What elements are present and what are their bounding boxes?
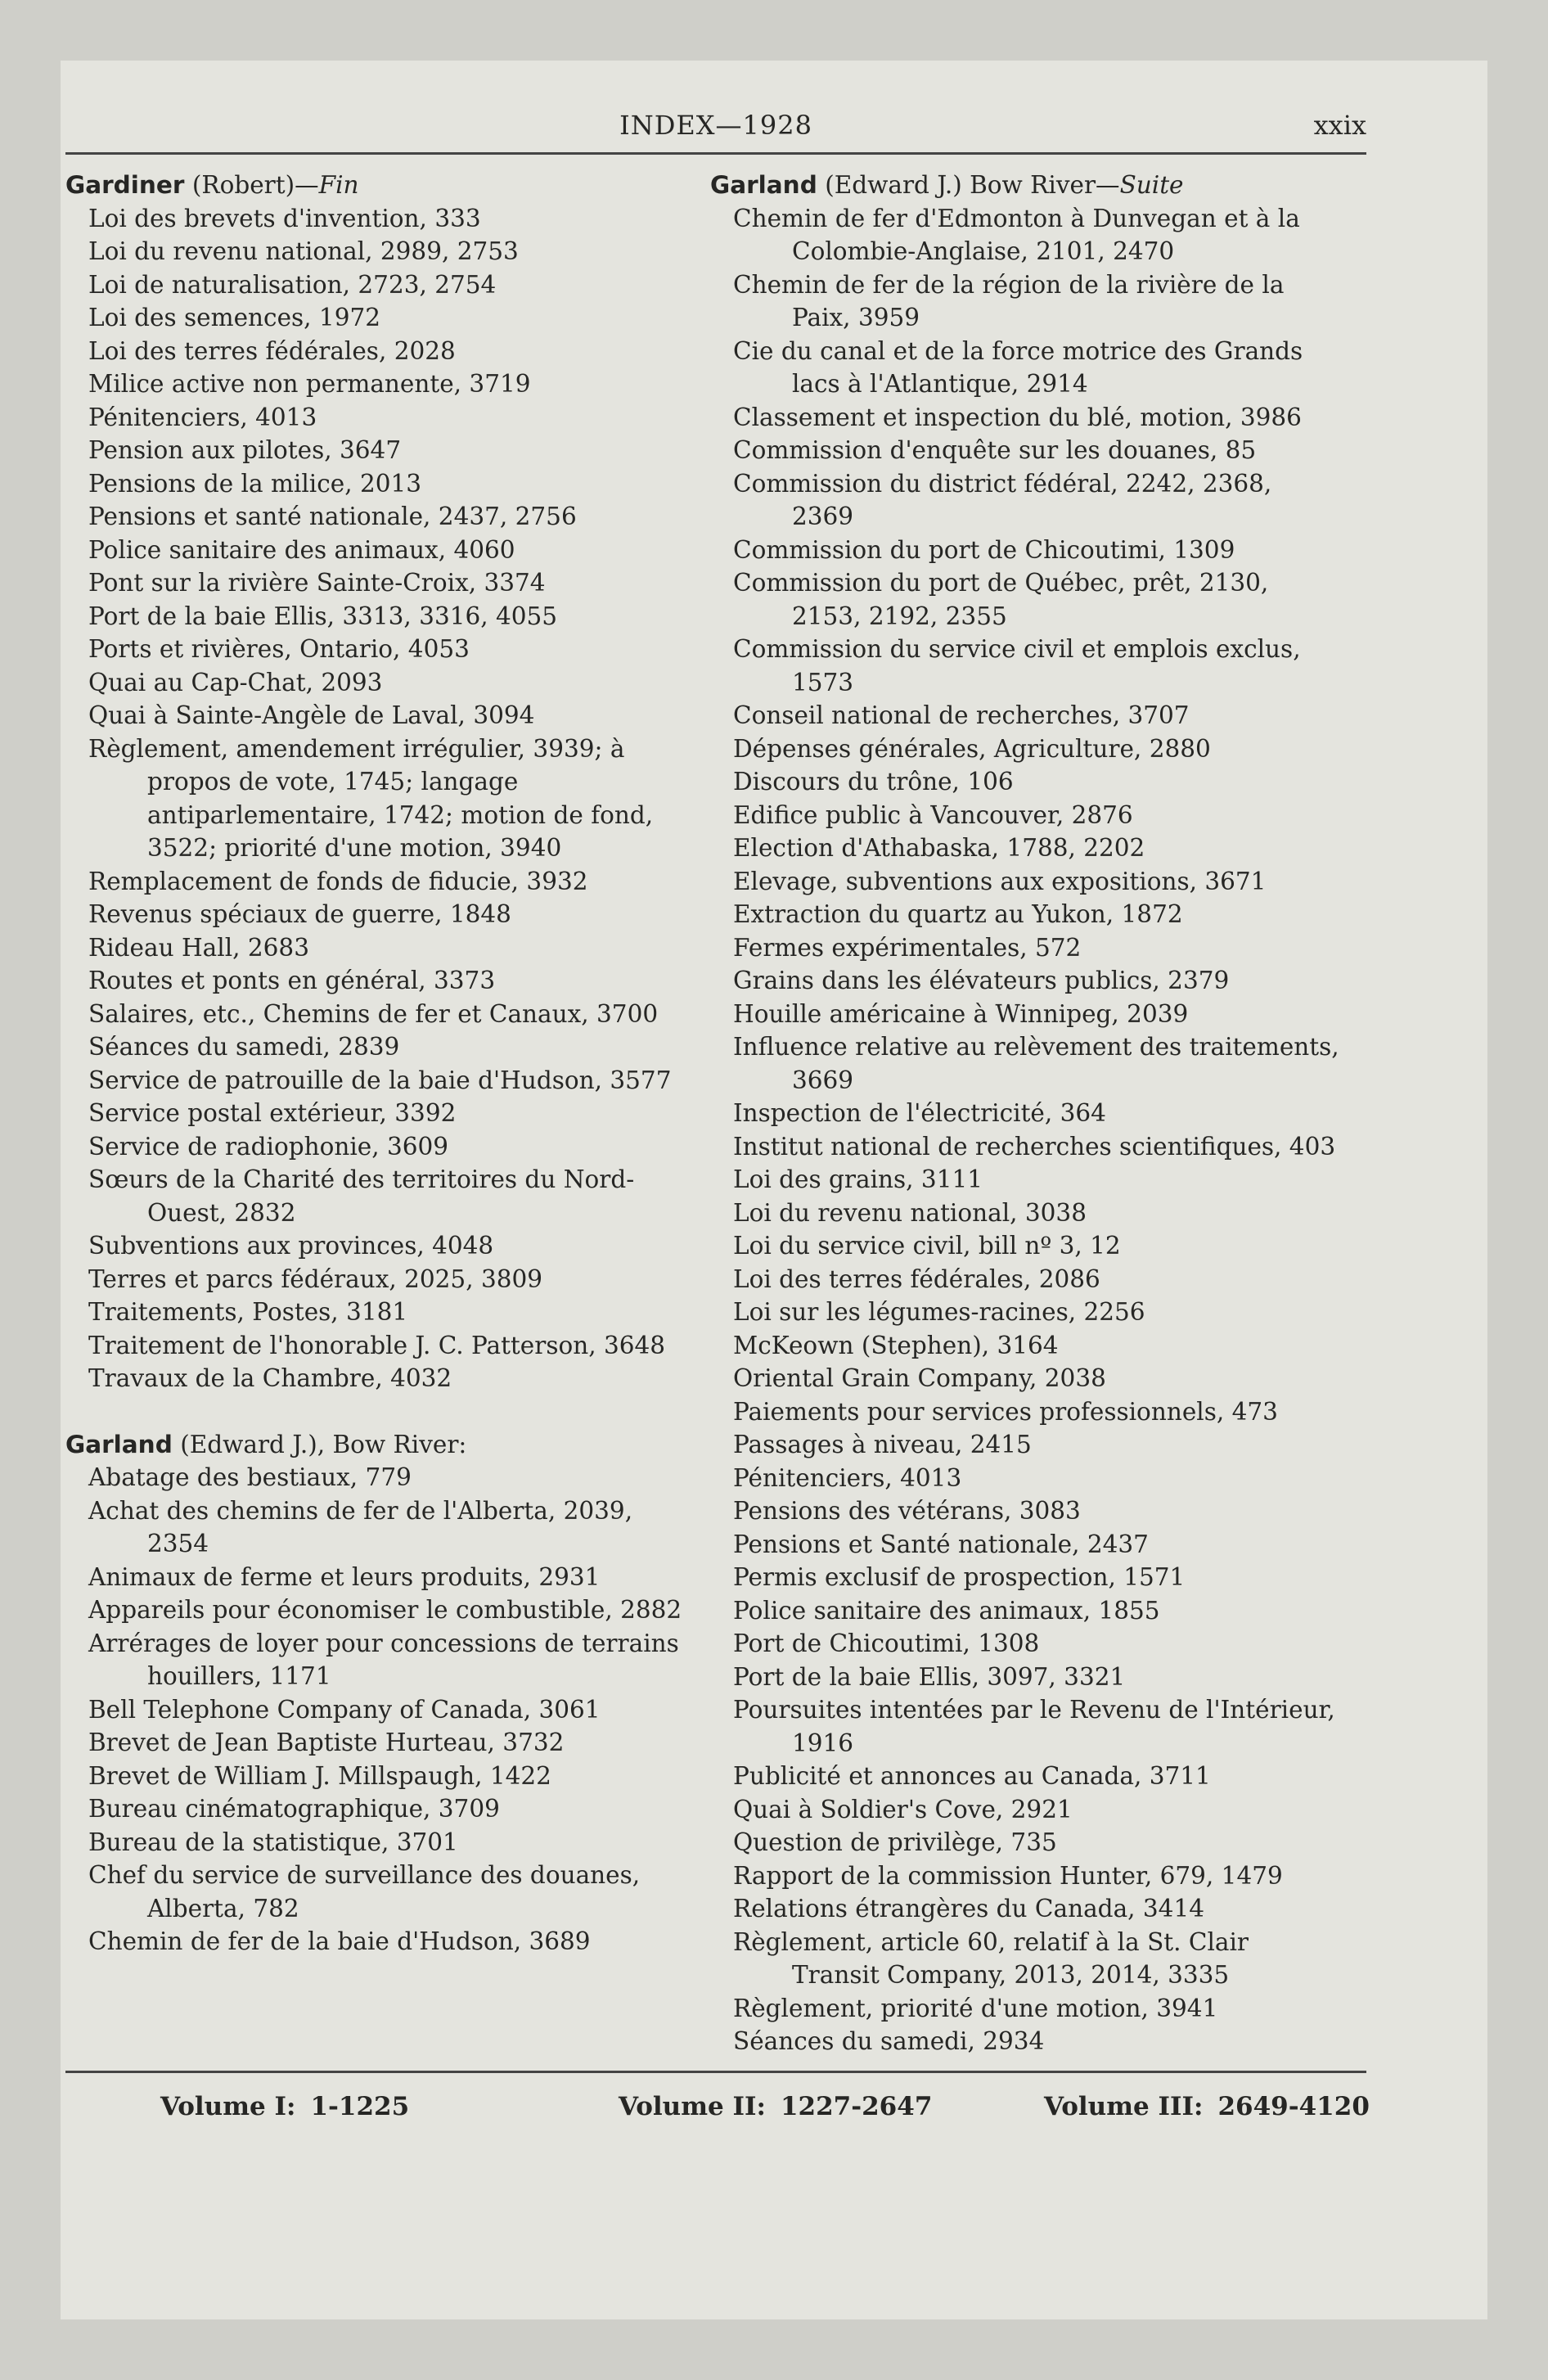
index-entry: Rideau Hall, 2683 (88, 933, 309, 962)
index-entry: Revenus spéciaux de guerre, 1848 (88, 900, 511, 928)
index-entry: Bureau cinématographique, 3709 (88, 1795, 500, 1823)
index-entry: Ports et rivières, Ontario, 4053 (88, 635, 470, 663)
index-entry: Commission du port de Chicoutimi, 1309 (733, 535, 1235, 564)
index-entry: Commission du port de Québec, prêt, 2130, 2153, 2192, 2355 (733, 569, 1269, 630)
index-column-left (65, 169, 695, 1959)
index-entry: Rapport de la commission Hunter, 679, 1479 (733, 1861, 1283, 1890)
index-entry: Commission du service civil et emplois exclus, 1573 (733, 635, 1301, 696)
index-entry: Pont sur la rivière Sainte-Croix, 3374 (88, 569, 546, 597)
index-entry: Question de privilège, 735 (733, 1828, 1057, 1856)
index-entry: Séances du samedi, 2934 (733, 2027, 1045, 2055)
index-entry: Chemin de fer de la baie d'Hudson, 3689 (88, 1927, 591, 1955)
index-entry: Commission d'enquête sur les douanes, 85 (733, 436, 1257, 464)
index-entry: Subventions aux provinces, 4048 (88, 1232, 494, 1260)
index-entry: Chemin de fer d'Edmonton à Dunvegan et à la Colombie-Anglaise, 2101, 2470 (733, 204, 1300, 265)
index-entry: Dépenses générales, Agriculture, 2880 (733, 734, 1211, 763)
index-entry: McKeown (Stephen), 3164 (733, 1331, 1059, 1359)
heading-detail: (Robert)— (184, 171, 319, 199)
index-entry: Quai à Soldier's Cove, 2921 (733, 1795, 1073, 1823)
index-entry: Influence relative au relèvement des traitements, 3669 (733, 1033, 1339, 1094)
volume-1 (160, 2092, 409, 2121)
index-entry: Animaux de ferme et leurs produits, 2931 (88, 1562, 601, 1591)
index-column-right (710, 169, 1340, 2058)
volume-2-range: 1227-2647 (780, 2092, 933, 2121)
index-entry: Institut national de recherches scientifiques, 403 (733, 1132, 1336, 1161)
index-entry: Cie du canal et de la force motrice des Grands lacs à l'Atlantique, 2914 (733, 336, 1303, 398)
index-entry: Service de radiophonie, 3609 (88, 1132, 449, 1161)
heading-suffix: Fin (318, 171, 359, 199)
page-header (65, 100, 1366, 149)
volume-2 (619, 2092, 932, 2121)
index-entry: Service de patrouille de la baie d'Hudson, 3577 (88, 1066, 672, 1094)
heading-name: Garland (65, 1430, 173, 1458)
page-number: xxix (1313, 110, 1366, 141)
index-entry: Port de la baie Ellis, 3313, 3316, 4055 (88, 602, 558, 630)
index-entry: Oriental Grain Company, 2038 (733, 1364, 1106, 1392)
index-entry: Loi des terres fédérales, 2028 (88, 336, 456, 365)
volume-3-range: 2649-4120 (1217, 2092, 1370, 2121)
index-entry: Bell Telephone Company of Canada, 3061 (88, 1695, 601, 1724)
volume-3 (1044, 2092, 1370, 2121)
volume-3-label: Volume III: (1044, 2092, 1204, 2121)
index-entry: Abatage des bestiaux, 779 (88, 1463, 412, 1491)
index-entry: Remplacement de fonds de fiducie, 3932 (88, 867, 588, 895)
index-entry: Pension aux pilotes, 3647 (88, 436, 402, 464)
footer-rule (65, 2071, 1366, 2073)
index-entry: Loi du service civil, bill nº 3, 12 (733, 1232, 1121, 1260)
entry-spacer (65, 1395, 695, 1428)
index-entry: Règlement, article 60, relatif à la St. Clair Transit Company, 2013, 2014, 3335 (733, 1927, 1249, 1989)
index-entry: Travaux de la Chambre, 4032 (88, 1364, 452, 1392)
volume-1-range: 1-1225 (310, 2092, 410, 2121)
header-rule (65, 152, 1366, 155)
index-entry: Règlement, amendement irrégulier, 3939; à propos de vote, 1745; langage antiparlementaire, 1742; motion de fond, 3522; priorité d'une motion, 3940 (88, 734, 654, 862)
index-heading (65, 1428, 695, 1462)
index-entry: Salaires, etc., Chemins de fer et Canaux, 3700 (88, 999, 659, 1028)
index-entry: Loi du revenu national, 2989, 2753 (88, 237, 519, 265)
index-entry: Conseil national de recherches, 3707 (733, 701, 1190, 729)
index-entry: Bureau de la statistique, 3701 (88, 1828, 458, 1856)
index-entry: Pensions des vétérans, 3083 (733, 1497, 1081, 1525)
index-entry: Elevage, subventions aux expositions, 3671 (733, 867, 1267, 895)
index-entry: Pensions de la milice, 2013 (88, 469, 422, 498)
running-title: INDEX—1928 (619, 110, 812, 141)
index-entry: Pensions et santé nationale, 2437, 2756 (88, 503, 577, 530)
volume-footer (65, 2092, 1370, 2133)
index-entry: Loi des terres fédérales, 2086 (733, 1264, 1100, 1293)
index-entry: Fermes expérimentales, 572 (733, 933, 1082, 962)
index-entry: Classement et inspection du blé, motion, 3986 (733, 403, 1302, 431)
index-entry: Relations étrangères du Canada, 3414 (733, 1895, 1204, 1922)
index-entry: Pénitenciers, 4013 (733, 1463, 962, 1492)
index-entry: Règlement, priorité d'une motion, 3941 (733, 1994, 1218, 2022)
index-entry: Inspection de l'électricité, 364 (733, 1099, 1106, 1127)
index-entry: Pénitenciers, 4013 (88, 403, 317, 431)
index-entry: Loi des grains, 3111 (733, 1165, 983, 1193)
index-entry: Arrérages de loyer pour concessions de terrains houillers, 1171 (88, 1629, 679, 1690)
index-entry: Loi de naturalisation, 2723, 2754 (88, 270, 497, 299)
index-entry: Traitement de l'honorable J. C. Patterson, 3648 (88, 1331, 666, 1359)
index-entry: Edifice public à Vancouver, 2876 (733, 800, 1133, 829)
heading-name: Garland (710, 171, 817, 199)
index-heading (65, 169, 695, 202)
index-entry: Publicité et annonces au Canada, 3711 (733, 1762, 1211, 1790)
index-heading (710, 169, 1340, 202)
index-entry: Chef du service de surveillance des douanes, Alberta, 782 (88, 1861, 641, 1922)
index-entry: Discours du trône, 106 (733, 768, 1014, 796)
index-entry: Appareils pour économiser le combustible, 2882 (88, 1596, 682, 1624)
heading-name: Gardiner (65, 171, 185, 199)
index-entry: Loi des semences, 1972 (88, 304, 380, 331)
index-entry: Brevet de William J. Millspaugh, 1422 (88, 1761, 551, 1790)
index-entry: Election d'Athabaska, 1788, 2202 (733, 834, 1145, 862)
index-entry: Traitements, Postes, 3181 (88, 1298, 408, 1326)
index-entry: Terres et parcs fédéraux, 2025, 3809 (88, 1264, 543, 1293)
volume-2-label: Volume II: (619, 2092, 766, 2121)
index-entry: Passages à niveau, 2415 (733, 1431, 1032, 1458)
index-entry: Police sanitaire des animaux, 4060 (88, 535, 515, 564)
index-entry: Loi du revenu national, 3038 (733, 1198, 1087, 1227)
index-entry: Brevet de Jean Baptiste Hurteau, 3732 (88, 1729, 565, 1756)
index-entry: Houille américaine à Winnipeg, 2039 (733, 999, 1189, 1028)
index-entry: Service postal extérieur, 3392 (88, 1099, 457, 1127)
index-entry: Permis exclusif de prospection, 1571 (733, 1563, 1186, 1591)
index-entry: Extraction du quartz au Yukon, 1872 (733, 900, 1183, 928)
index-entry: Pensions et Santé nationale, 2437 (733, 1530, 1149, 1558)
index-entry: Loi sur les légumes-racines, 2256 (733, 1298, 1145, 1326)
index-entry: Achat des chemins de fer de l'Alberta, 2039, 2354 (88, 1496, 633, 1557)
index-entry: Grains dans les élévateurs publics, 2379 (733, 967, 1230, 994)
index-entry: Quai au Cap-Chat, 2093 (88, 668, 383, 696)
index-entry: Routes et ponts en général, 3373 (88, 967, 496, 994)
index-entry: Police sanitaire des animaux, 1855 (733, 1596, 1160, 1625)
index-entry: Commission du district fédéral, 2242, 2368, 2369 (733, 469, 1272, 530)
index-entry: Paiements pour services professionnels, 473 (733, 1397, 1278, 1426)
heading-suffix: Suite (1119, 171, 1184, 199)
index-entry: Quai à Sainte-Angèle de Laval, 3094 (88, 701, 535, 729)
heading-detail: (Edward J.) Bow River— (817, 171, 1120, 199)
index-entry: Séances du samedi, 2839 (88, 1033, 400, 1061)
index-entry: Milice active non permanente, 3719 (88, 370, 531, 398)
index-entry: Chemin de fer de la région de la rivière de la Paix, 3959 (733, 270, 1285, 331)
index-entry: Port de la baie Ellis, 3097, 3321 (733, 1662, 1126, 1691)
index-entry: Sœurs de la Charité des territoires du Nord-Ouest, 2832 (88, 1165, 635, 1227)
heading-detail: (Edward J.), Bow River: (172, 1430, 467, 1458)
volume-1-label: Volume I: (160, 2092, 296, 2121)
index-entry: Poursuites intentées par le Revenu de l'Intérieur, 1916 (733, 1696, 1335, 1757)
index-entry: Loi des brevets d'invention, 333 (88, 204, 481, 232)
index-entry: Port de Chicoutimi, 1308 (733, 1629, 1040, 1657)
